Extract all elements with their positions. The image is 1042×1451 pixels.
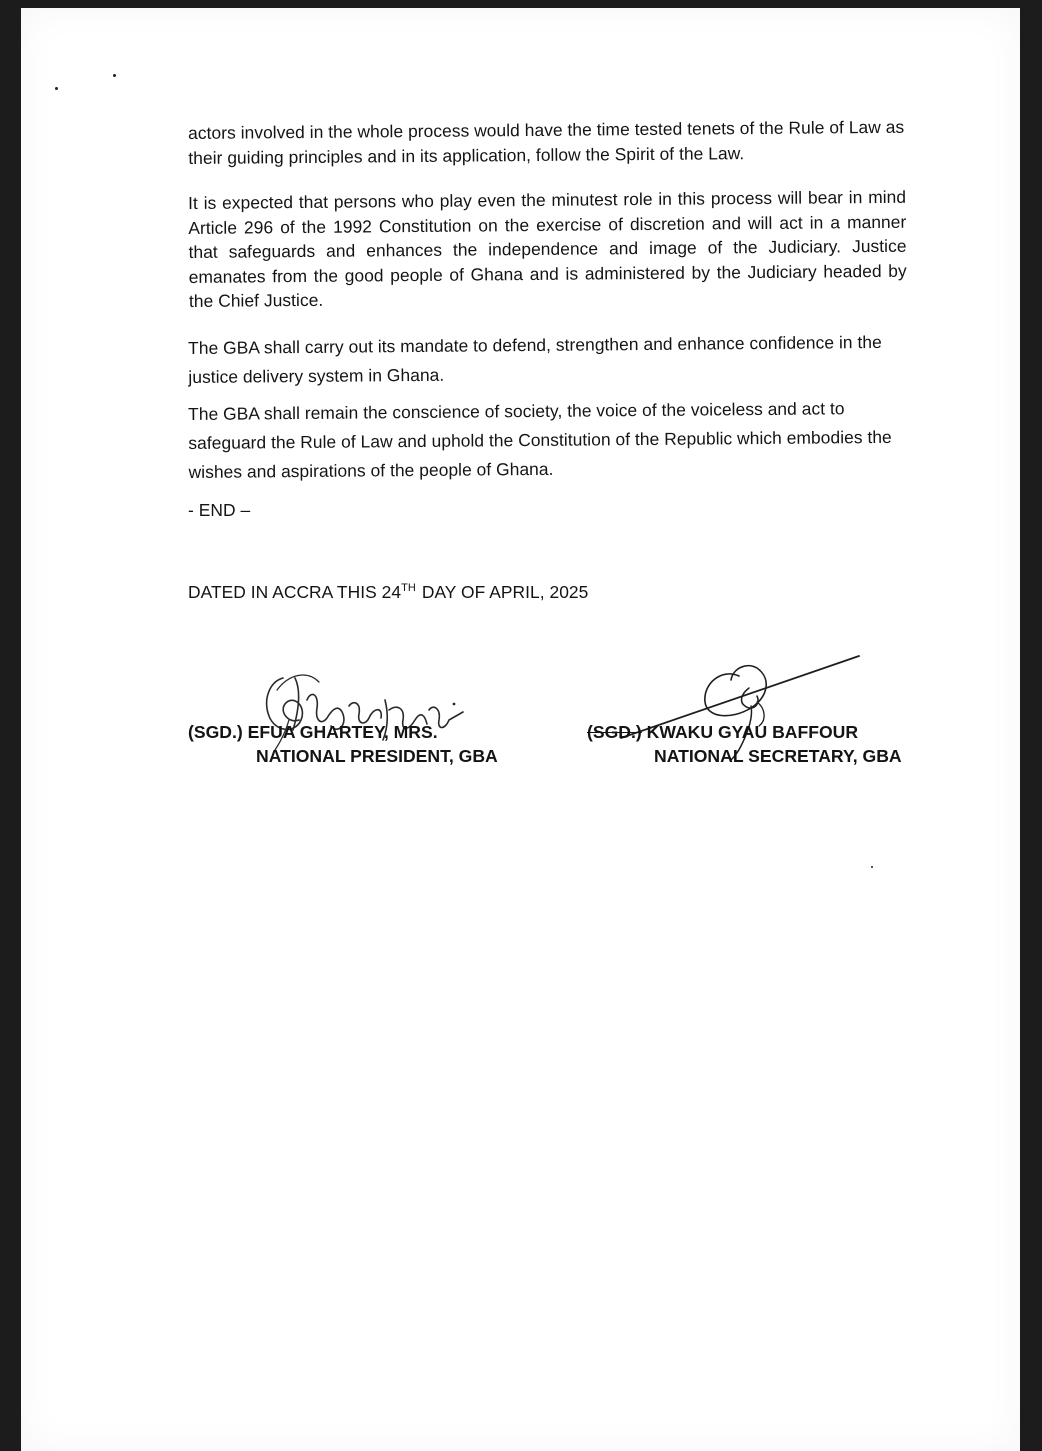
president-title: NATIONAL PRESIDENT, GBA (256, 746, 498, 766)
secretary-signature-block (587, 720, 902, 768)
secretary-sgd: (SGD.) (587, 722, 642, 742)
president-sgd: (SGD.) (188, 722, 243, 742)
end-marker: - END – (188, 500, 251, 520)
scan-speck (871, 866, 873, 868)
dated-prefix: DATED IN ACCRA THIS 24 (188, 582, 402, 602)
paragraph-2: It is expected that persons who play even the minutest role in this process will bear in mind Article 296 of the 1992 Constitution on the exercise of discretion and will act in a manner that safeguards and enhances the independence and image of the Judiciary. Justice emanates from the good people of Ghana and is administered by the Judiciary headed by the Chief Justice. (188, 186, 907, 311)
secretary-title: NATIONAL SECRETARY, GBA (654, 746, 902, 766)
scan-speck (113, 74, 116, 77)
scan-speck (55, 87, 58, 90)
document-page (21, 8, 1020, 1451)
dated-line (188, 576, 588, 604)
secretary-name: KWAKU GYAU BAFFOUR (646, 722, 859, 742)
secretary-name-line (587, 720, 902, 744)
paragraph-1: actors involved in the whole process would have the time tested tenets of the Rule of Law as their guiding principles and in its application, follow the Spirit of the Law. (188, 116, 905, 168)
paragraph-3: The GBA shall carry out its mandate to defend, strengthen and enhance confidence in the justice delivery system in Ghana. (188, 331, 882, 387)
paragraph-4: The GBA shall remain the conscience of society, the voice of the voiceless and act to safeguard the Rule of Law and uphold the Constitution of the Republic which embodies the wishes and aspirations of the people of Ghana. (188, 398, 892, 482)
dated-superscript: TH (401, 582, 416, 594)
president-name-line (188, 720, 498, 744)
dated-suffix: DAY OF APRIL, 2025 (421, 582, 589, 602)
president-name: EFUA GHARTEY, MRS. (247, 722, 438, 742)
president-signature-block (188, 720, 498, 768)
document-body (188, 8, 906, 628)
